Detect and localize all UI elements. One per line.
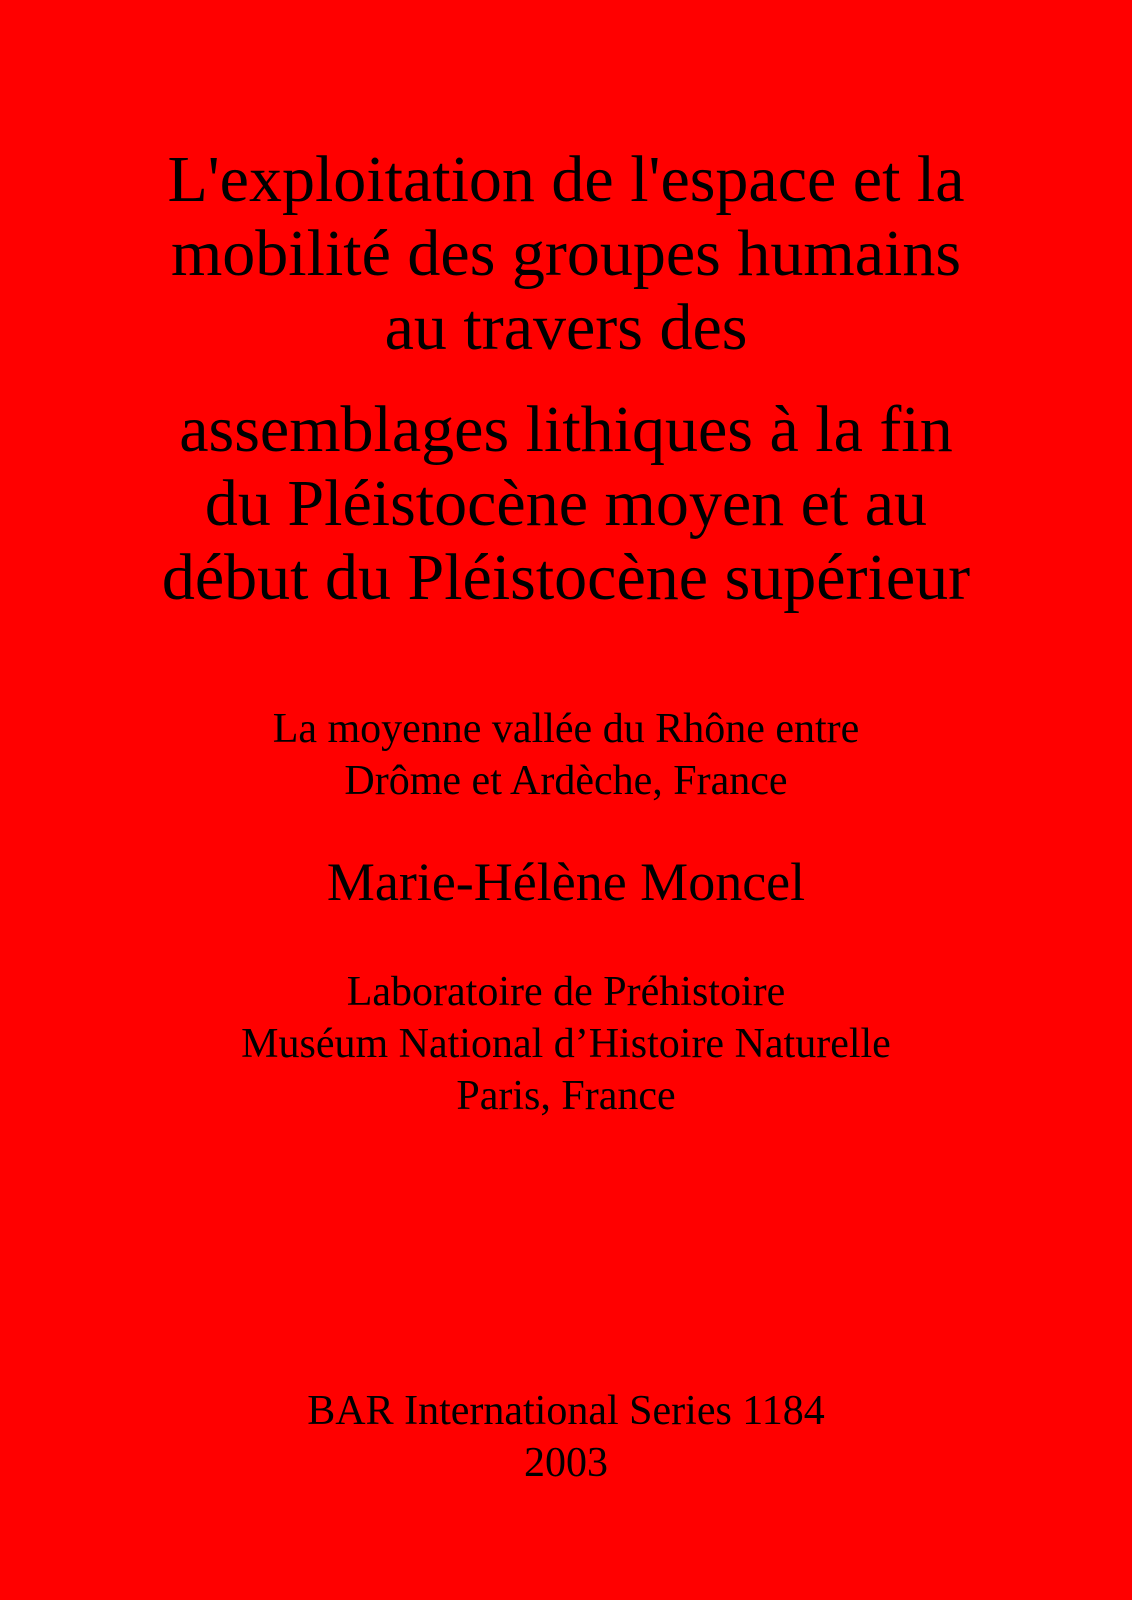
series-block xyxy=(0,1385,1132,1489)
subtitle-line-1: La moyenne vallée du Rhône entre xyxy=(272,706,860,752)
title-line-1: L'exploitation de l'espace et la xyxy=(167,143,965,216)
affiliation-line-1: Laboratoire de Préhistoire xyxy=(346,969,786,1015)
title-line-6: début du Pléistocène supérieur xyxy=(161,541,971,614)
series-name: BAR International Series 1184 xyxy=(307,1388,825,1434)
publication-year: 2003 xyxy=(524,1440,608,1486)
title-line-4: assemblages lithiques à la fin xyxy=(179,393,953,466)
affiliation-line-2: Muséum National d’Histoire Naturelle xyxy=(241,1021,891,1067)
affiliation-block xyxy=(0,966,1132,1122)
title-line-3: au travers des xyxy=(384,291,748,364)
title-lower-block xyxy=(0,393,1132,615)
subtitle-line-2: Drôme et Ardèche, France xyxy=(344,758,788,804)
title-line-2: mobilité des groupes humains xyxy=(170,217,962,290)
title-upper-block xyxy=(0,143,1132,365)
subtitle-block xyxy=(0,703,1132,807)
author-name: Marie-Hélène Moncel xyxy=(326,852,806,912)
affiliation-line-3: Paris, France xyxy=(456,1073,676,1119)
title-line-5: du Pléistocène moyen et au xyxy=(204,467,928,540)
